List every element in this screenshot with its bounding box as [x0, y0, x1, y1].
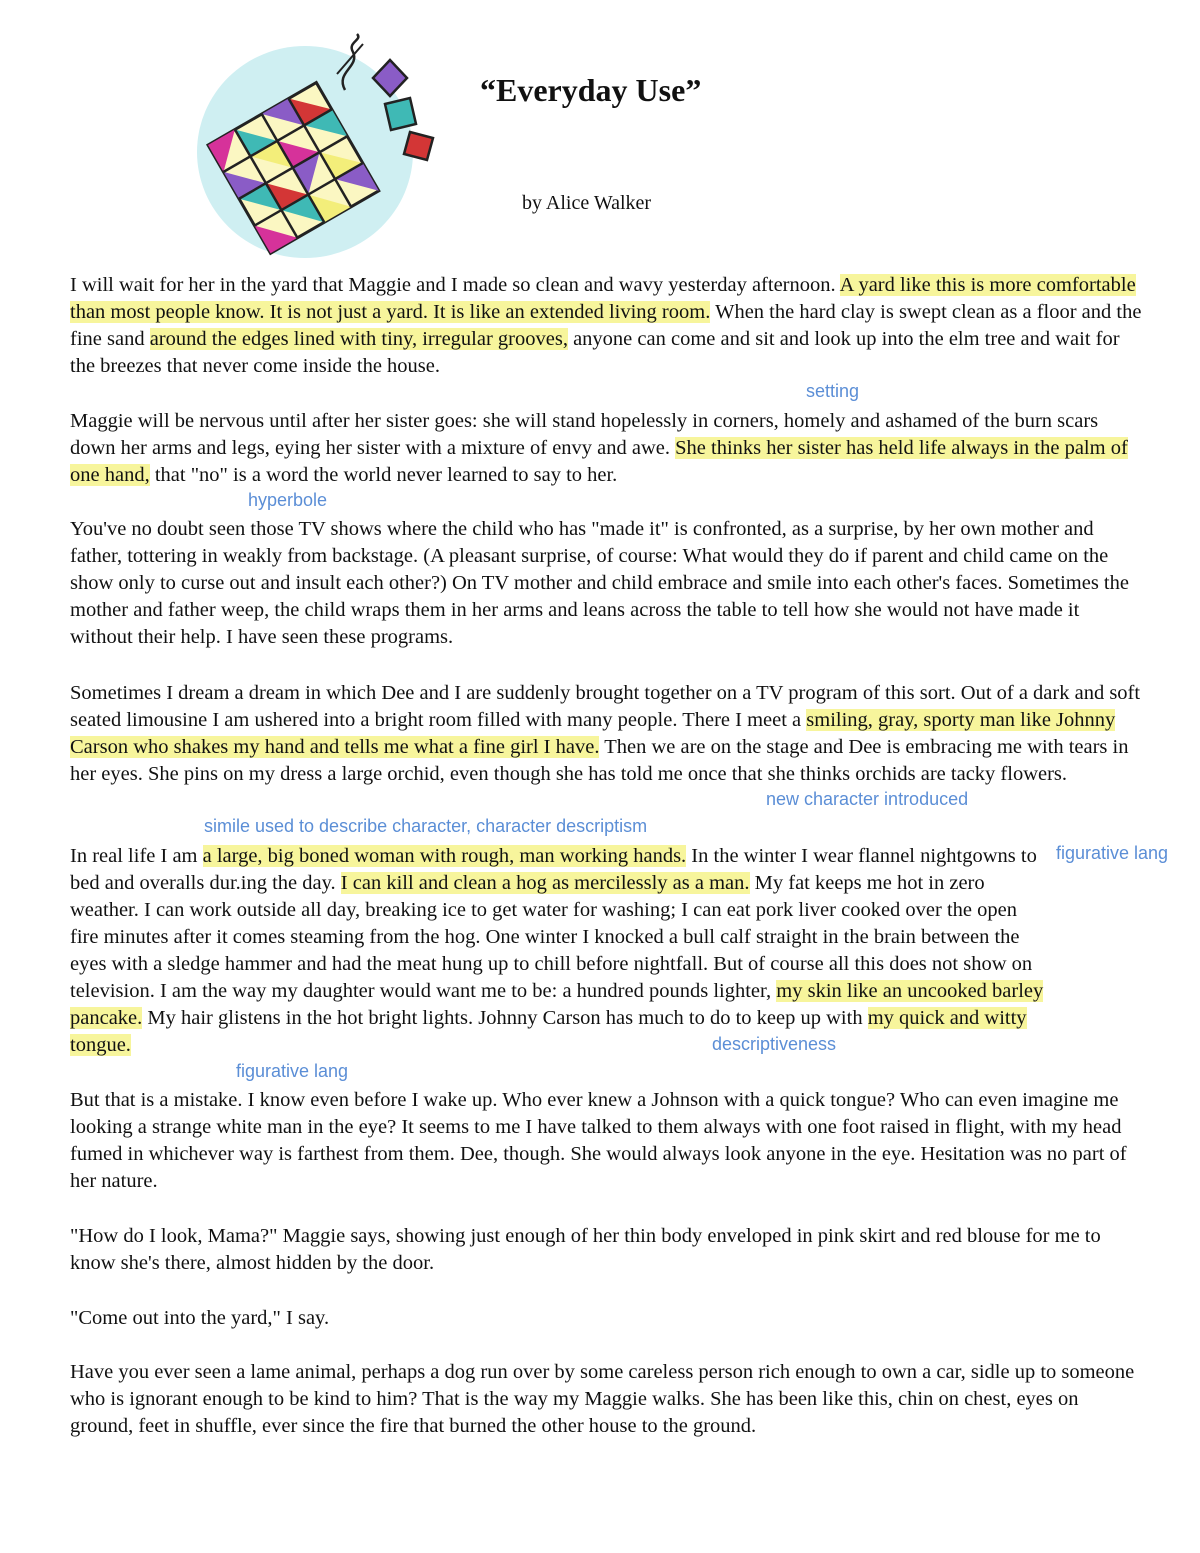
annotation-setting: setting — [806, 381, 860, 401]
paragraph-3: You've no doubt seen those TV shows where the child who has "made it" is confronted, as a surprise, by her own mother and father, tottering in weakly from backstage. (A pleasant surprise, of course: What would they do if parent and child came on the show only to curse out and insult each other?) On TV mother and child embrace and smile into each other's faces. Sometimes the mother and father weep, the child wraps them in her arms and leans across the table to tell how she would not have made it without their help. I have seen these programs. — [70, 518, 1129, 648]
annotation-figurative-lang-2: figurative lang — [236, 1061, 349, 1081]
paragraph-2 — [70, 408, 1145, 489]
text-span: that "no" is a word the world never learned to say to her. — [154, 464, 618, 486]
text-span: In the winter I wear flannel nightgowns to bed and overalls dur.ing the day. — [70, 845, 1037, 894]
page-title: “Everyday Use” — [480, 72, 702, 108]
highlighted-text: She thinks her sister has held life always in the palm of one hand, — [70, 437, 1128, 486]
highlighted-text: I can kill and clean a hog as mercilessly as a man. — [340, 872, 750, 894]
quilt-clipart-icon — [195, 32, 445, 262]
paragraph-4 — [70, 680, 1145, 788]
annotation-hyperbole: hyperbole — [248, 490, 328, 510]
paragraph-6: But that is a mistake. I know even before I wake up. Who ever knew a Johnson with a quick tongue? Who can even imagine me looking a strange white man in the eye? It seems to me I have talked to them always with one foot raised in flight, with my head fumed in whichever way is farthest from them. Dee, though. She would always look anyone in the eye. Hesitation was no part of her nature. — [70, 1089, 1127, 1192]
paragraph-1 — [70, 272, 1145, 380]
paragraph-9: Have you ever seen a lame animal, perhaps a dog run over by some careless person rich enough to own a car, sidle up to someone who is ignorant enough to be kind to him? That is the way my Maggie walks. She has been like this, chin on chest, eyes on ground, feet in shuffle, ever since the fire that burned the other house to the ground. — [70, 1361, 1135, 1437]
text-span: My fat keeps me hot in zero weather. I can work outside all day, breaking ice to get water for washing; I can eat pork liver cooked over the open fire minutes after it comes steaming from the hog. One winter I knocked a bull calf straight in the brain between the eyes with a sledge hammer and had the meat hung up to chill before nightfall. But of course all this does not show on television. I am the way my daughter would want me to be: a hundred pounds lighter, — [70, 872, 1033, 1002]
annotation-simile: simile used to describe character, character descriptism — [204, 816, 648, 836]
text-span: My hair glistens in the hot bright lights. Johnny Carson has much to do to keep up with — [147, 1007, 863, 1029]
paragraph-5 — [70, 843, 1050, 1059]
text-span: When the hard clay is swept clean as a floor and the fine sand — [70, 301, 1142, 350]
text-span: Then we are on the stage and Dee is embracing me with tears in her eyes. She pins on my dress a large orchid, even though she has told me once that she thinks orchids are tacky flowers. — [70, 736, 1129, 785]
highlighted-text: A yard like this is more comfortable than most people know. It is not just a yard. It is like an extended living room. — [70, 274, 1136, 323]
annotation-new-character: new character introduced — [766, 789, 969, 809]
text-span: I will wait for her in the yard that Maggie and I made so clean and wavy yesterday afternoon. — [70, 274, 836, 296]
text-span: Maggie will be nervous until after her sister goes: she will stand hopelessly in corners, homely and ashamed of the burn scars down her arms and legs, eying her sister with a mixture of envy and awe. — [70, 410, 1099, 459]
highlighted-text: my quick and witty tongue. — [70, 1007, 1027, 1056]
text-span: anyone can come and sit and look up into the elm tree and wait for the breezes that never come inside the house. — [70, 328, 1120, 377]
highlighted-text: a large, big boned woman with rough, man working hands. — [202, 845, 687, 867]
highlighted-text: smiling, gray, sporty man like Johnny Carson who shakes my hand and tells me what a fine girl I have. — [70, 709, 1116, 758]
highlighted-text: around the edges lined with tiny, irregular grooves, — [149, 328, 568, 350]
author-byline: by Alice Walker — [522, 192, 652, 214]
highlighted-text: my skin like an uncooked barley pancake. — [70, 980, 1044, 1029]
text-span: In real life I am — [70, 845, 198, 867]
annotation-figurative-lang-1: figurative lang — [1056, 843, 1169, 863]
paragraph-7: "How do I look, Mama?" Maggie says, showing just enough of her thin body enveloped in pink skirt and red blouse for me to know she's there, almost hidden by the door. — [70, 1225, 1101, 1274]
annotation-descriptiveness: descriptiveness — [712, 1034, 837, 1054]
paragraph-8: "Come out into the yard," I say. — [70, 1307, 330, 1329]
text-span: Sometimes I dream a dream in which Dee and I are suddenly brought together on a TV program of this sort. Out of a dark and soft seated limousine I am ushered into a bright room filled with many people. There I meet a — [70, 682, 1141, 731]
